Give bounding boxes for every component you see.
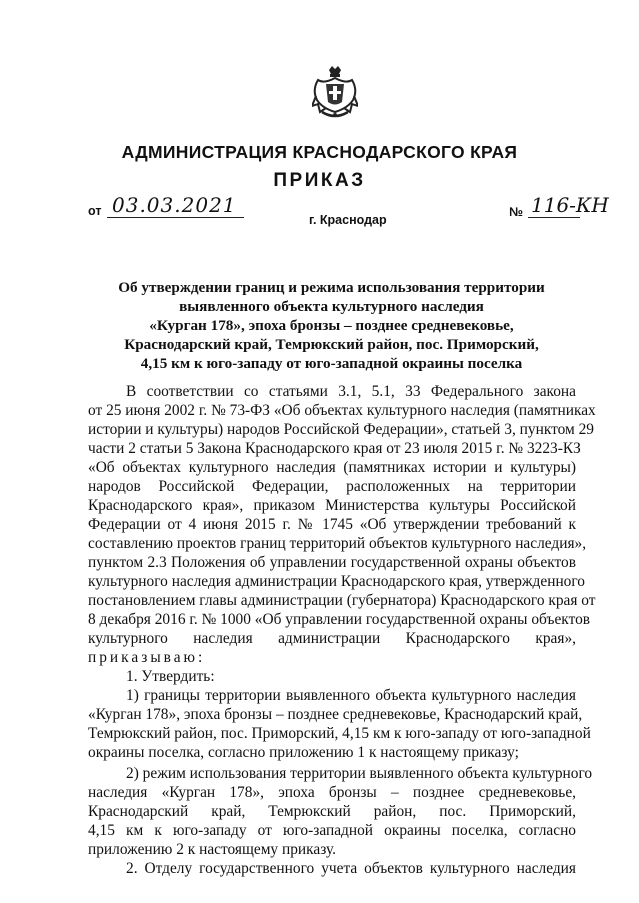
body-line: постановлением главы администрации (губернатора) Краснодарского края от: [88, 592, 596, 609]
title-line: Об утверждении границ и режима использования территории: [118, 279, 545, 296]
body-line: 8 декабря 2016 г. № 1000 «Об управлении государственной охраны объектов: [88, 611, 591, 628]
number-label: №: [509, 205, 523, 219]
date-label: от: [88, 204, 102, 218]
body-line: 4,15 км к юго-западу от юго-западной окраины поселка, согласно: [88, 822, 576, 839]
document-title: [88, 278, 575, 373]
body-line: Краснодарский край, Темрюкский район, пос. Приморский,: [88, 803, 576, 820]
coat-of-arms-icon: [312, 66, 358, 118]
handwritten-number: 116-КН: [531, 193, 609, 217]
city-name: г. Краснодар: [309, 213, 387, 227]
body-line: культурного наследия администрации Краснодарского края, утвержденного: [88, 573, 585, 590]
body-line: 2. Отделу государственного учета объектов культурного наследия: [126, 860, 576, 877]
body-line: истории и культуры) народов Российской Федерации», статьей 3, пунктом 29: [88, 421, 595, 438]
body-line: Краснодарского края», приказом Министерства культуры Российской: [88, 497, 576, 514]
body-line: Федерации от 4 июня 2015 г. № 1745 «Об утверждении требований к: [88, 516, 576, 533]
title-line: выявленного объекта культурного наследия: [179, 298, 484, 315]
body-line: наследия «Курган 178», эпоха бронзы – позднее средневековье,: [88, 784, 576, 801]
body-line: В соответствии со статьями 3.1, 5.1, 33 Федерального закона: [126, 383, 576, 400]
body-line: части 2 статьи 5 Закона Краснодарского края от 23 июля 2015 г. № 3223-КЗ: [88, 440, 581, 457]
body-line: народов Российской Федерации, расположенных на территории: [88, 478, 576, 495]
document-body: [88, 382, 596, 878]
title-line: Краснодарский край, Темрюкский район, пос. Приморский,: [124, 336, 539, 353]
title-line: «Курган 178», эпоха бронзы – позднее средневековье,: [149, 317, 514, 334]
body-line: 2) режим использования территории выявленного объекта культурного: [126, 765, 593, 782]
organization-name: АДМИНИСТРАЦИЯ КРАСНОДАРСКОГО КРАЯ: [121, 142, 518, 162]
body-line: от 25 июня 2002 г. № 73-ФЗ «Об объектах культурного наследия (памятниках: [88, 402, 596, 419]
body-line: 1) границы территории выявленного объекта культурного наследия: [126, 687, 576, 704]
document-type: ПРИКАЗ: [273, 170, 366, 191]
title-line: 4,15 км к юго-западу от юго-западной окраины поселка: [140, 355, 523, 372]
body-line: пунктом 2.3 Положения об управлении государственной охраны объектов: [88, 554, 576, 571]
body-line: «Об объектах культурного наследия (памятниках истории и культуры): [88, 459, 576, 476]
handwritten-date: 03.03.2021: [112, 193, 237, 217]
date-underline: [107, 217, 244, 218]
body-line: приложению 2 к настоящему приказу.: [88, 841, 336, 858]
body-line: приказываю:: [88, 649, 206, 666]
body-line: культурного наследия администрации Краснодарского края»,: [88, 630, 576, 647]
body-line: «Курган 178», эпоха бронзы – позднее средневековье, Краснодарский край,: [88, 706, 583, 723]
body-line: Темрюкский район, пос. Приморский, 4,15 км к юго-западу от юго-западной: [88, 725, 591, 742]
body-line: окраины поселка, согласно приложению 1 к настоящему приказу;: [88, 744, 519, 761]
body-line: 1. Утвердить:: [126, 668, 215, 685]
body-line: составлению проектов границ территорий объектов культурного наследия»,: [88, 535, 587, 552]
number-underline: [528, 217, 580, 218]
